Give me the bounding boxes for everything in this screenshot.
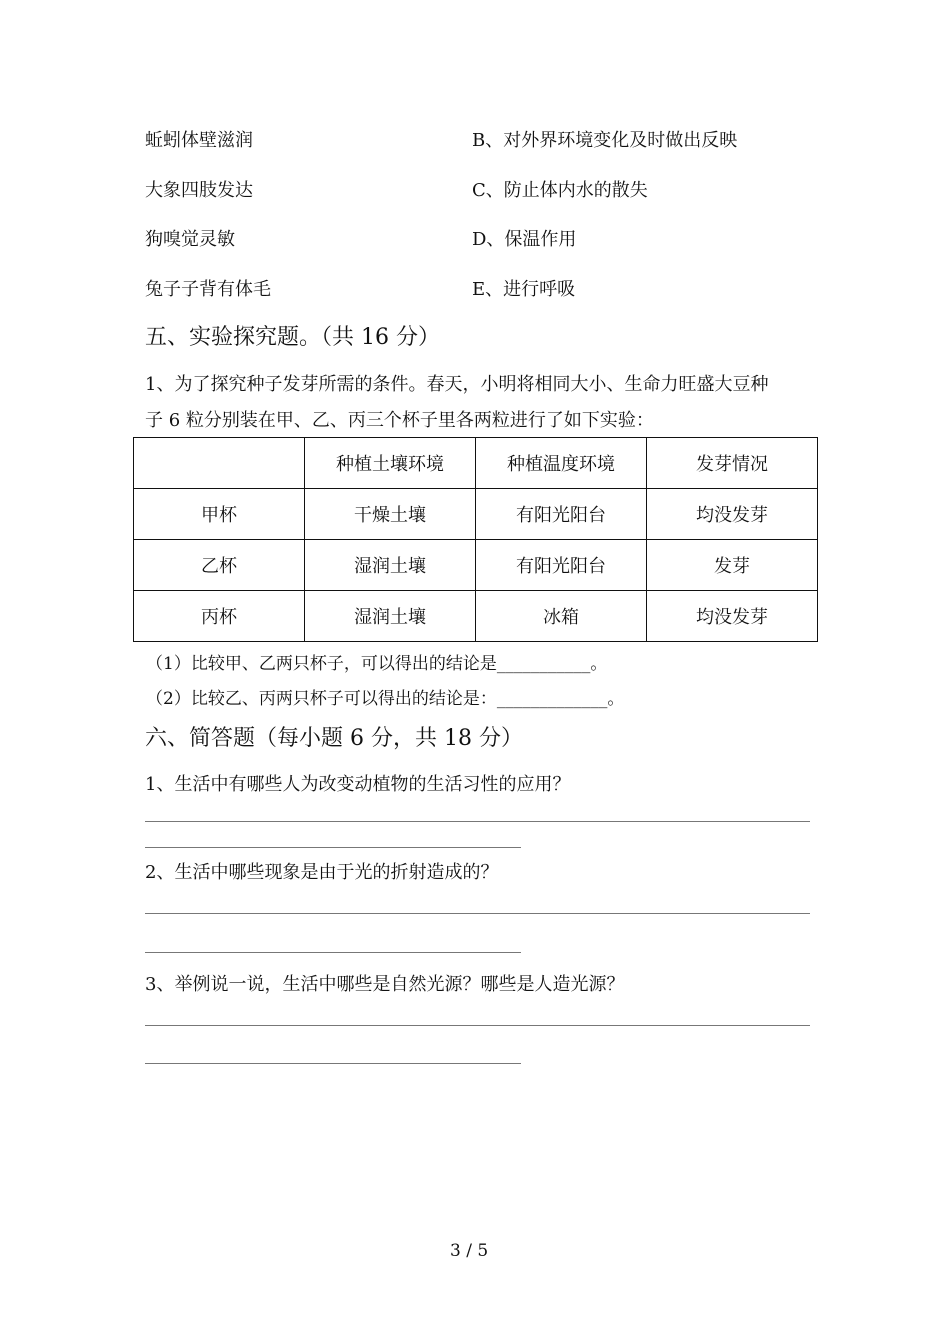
table-cell: 甲杯 — [134, 489, 305, 540]
answer-line[interactable] — [145, 821, 810, 822]
table-cell: 有阳光阳台 — [476, 489, 647, 540]
table-cell: 干燥土壤 — [305, 489, 476, 540]
table-cell: 湿润土壤 — [305, 540, 476, 591]
table-cell: 丙杯 — [134, 591, 305, 642]
match-right-4: E、进行呼吸 — [472, 279, 576, 300]
section-6-heading: 六、简答题（每小题 6 分，共 18 分） — [145, 726, 523, 751]
experiment-table — [133, 437, 818, 642]
table-cell: 均没发芽 — [647, 489, 818, 540]
table-header-cell: 种植土壤环境 — [305, 438, 476, 489]
table-header-cell — [134, 438, 305, 489]
answer-line[interactable] — [145, 847, 521, 848]
table-cell: 有阳光阳台 — [476, 540, 647, 591]
table-row — [134, 540, 818, 591]
section-6-question-2: 2、生活中哪些现象是由于光的折射造成的？ — [145, 862, 499, 883]
table-cell: 发芽 — [647, 540, 818, 591]
section-5-question-1-line-2: 子 6 粒分别装在甲、乙、丙三个杯子里各两粒进行了如下实验： — [145, 410, 654, 431]
sub-question-1: （1）比较甲、乙两只杯子，可以得出的结论是___________。 — [146, 654, 608, 674]
sub-question-2: （2）比较乙、丙两只杯子可以得出的结论是：_____________。 — [146, 689, 625, 709]
answer-line[interactable] — [145, 952, 521, 953]
table-header-cell: 种植温度环境 — [476, 438, 647, 489]
match-right-2: C、防止体内水的散失 — [472, 180, 648, 201]
match-left-3: 狗嗅觉灵敏 — [145, 229, 235, 250]
table-header-cell: 发芽情况 — [647, 438, 818, 489]
table-cell: 冰箱 — [476, 591, 647, 642]
match-right-1: B、对外界环境变化及时做出反映 — [472, 130, 738, 151]
table-row — [134, 489, 818, 540]
answer-line[interactable] — [145, 1025, 810, 1026]
match-left-4: 兔子子背有体毛 — [145, 279, 271, 300]
section-5-question-1-line-1: 1、为了探究种子发芽所需的条件。春天，小明将相同大小、生命力旺盛大豆种 — [145, 374, 769, 395]
answer-line[interactable] — [145, 1063, 521, 1064]
table-cell: 湿润土壤 — [305, 591, 476, 642]
match-right-3: D、保温作用 — [472, 229, 577, 250]
section-6-question-1: 1、生活中有哪些人为改变动植物的生活习性的应用？ — [145, 774, 571, 795]
section-5-heading: 五、实验探究题。（共 16 分） — [145, 325, 440, 350]
table-row — [134, 591, 818, 642]
table-header-row — [134, 438, 818, 489]
match-left-2: 大象四肢发达 — [145, 180, 253, 201]
page-number: 3 / 5 — [450, 1241, 489, 1261]
section-6-question-3: 3、举例说一说，生活中哪些是自然光源？哪些是人造光源？ — [145, 974, 625, 995]
match-left-1: 蚯蚓体壁滋润 — [145, 130, 253, 151]
table-cell: 乙杯 — [134, 540, 305, 591]
answer-line[interactable] — [145, 913, 810, 914]
table-cell: 均没发芽 — [647, 591, 818, 642]
